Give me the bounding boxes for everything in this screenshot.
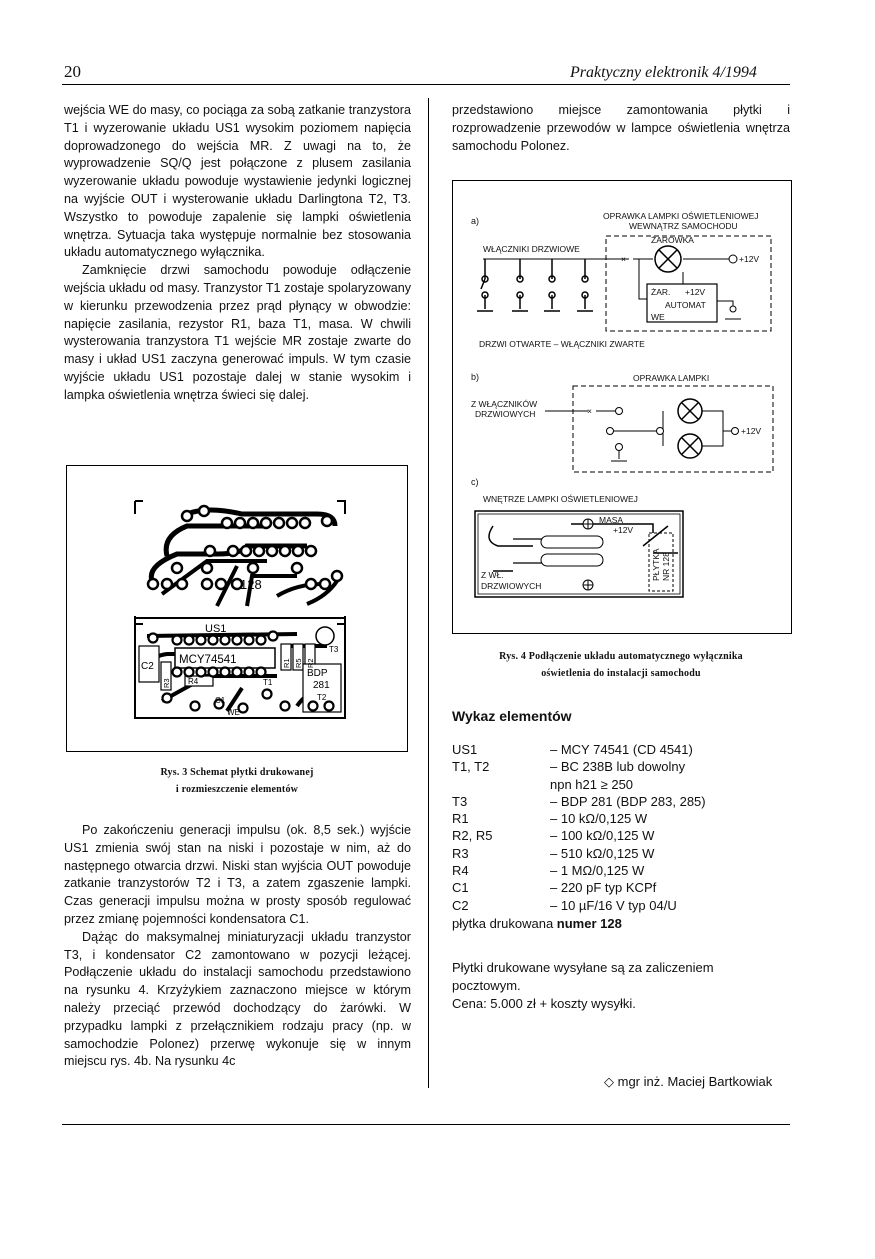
part-ref: US1 (452, 742, 478, 757)
parts-row (452, 777, 706, 794)
ordering-line: Cena: 5.000 zł + koszty wysyłki. (452, 995, 636, 1011)
part-desc: – MCY 74541 (CD 4541) (550, 742, 693, 757)
fig4c-from-l1: Z WŁ. (481, 570, 504, 580)
fig4a-cut-mark: × (621, 254, 626, 264)
automat-plus12: +12V (685, 287, 706, 297)
figure-4-caption (452, 648, 790, 682)
paragraph: wejścia WE do masy, co pociąga za sobą zatkanie tranzystora T1 i wyzerowanie układu US1 wysokim poziomem napięcia doprowadzonego do wejścia MR. Z uwagi na to, że wyprowadzenie SQ/Q jest połączone z plusem zasilania wyzerowanie układu powoduje wystawienie jedynki logicznej na wyjście OUT i wysterowanie układu Darlingtona T2, T3. Wszystko to powoduje zapalenie się lampki oświetlenia wnętrza. Sytuacja taka występuje normalnie bez stosowania układu automatycznego wyłącznika. (64, 103, 411, 260)
ordering-line: Płytki drukowane wysyłane są za zaliczeniem pocztowym. (452, 960, 714, 993)
part-desc: – BC 238B lub dowolny (550, 759, 686, 775)
board-name: numer 128 (556, 915, 622, 931)
fig4c-plytka: PŁYTKA (651, 548, 661, 581)
part-desc: – 10 kΩ/0,125 W (550, 811, 648, 827)
paragraph: Po zakończeniu generacji impulsu (ok. 8,5 sek.) wyjście US1 zmienia swój stan na niski i pozostaje w nim, aż do następnego otwarcia drzwi. Niski stan wyjścia OUT powoduje zatkanie tranzystorów T2 i T3, a zatem zgaszenie lampki. Czas generacji impulsu można w prosty sposób regulować przez zmianę pojemności kondensatora C1. (64, 823, 411, 926)
terminal-icon (616, 444, 623, 451)
part-ref: R3 (452, 845, 469, 861)
fig4c-masa: MASA (599, 515, 624, 525)
parts-row (452, 828, 706, 845)
r5-label: R5 (294, 658, 303, 668)
caption-line: i rozmieszczenie elementów (175, 784, 299, 795)
left-column-bottom (64, 822, 411, 1071)
ordering-info (452, 959, 782, 1012)
lamp-tube (541, 554, 603, 566)
terminal-icon (657, 428, 664, 435)
parts-row (452, 759, 706, 776)
board-line (452, 916, 706, 931)
footer-rule (62, 1124, 790, 1125)
part-desc: – 100 kΩ/0,125 W (550, 828, 655, 844)
parts-row (452, 880, 706, 897)
parts-table (452, 742, 706, 915)
t3-circle (316, 627, 334, 645)
fig4c-nr: NR 128 (661, 552, 671, 581)
parts-list (452, 742, 706, 931)
fig4a-bottom: DRZWI OTWARTE – WŁĄCZNIKI ZWARTE (479, 339, 645, 349)
figure-4-box (452, 180, 792, 634)
ground-terminal (730, 306, 736, 312)
part-desc: npn h21 ≥ 250 (550, 776, 634, 792)
r1-label: R1 (282, 658, 291, 668)
automat-we: WE (651, 312, 665, 322)
part-ref (452, 777, 550, 794)
parts-row (452, 794, 706, 811)
caption-line: Rys. 4 Podłączenie układu automatycznego wyłącznika (499, 651, 743, 662)
terminal-icon (729, 255, 737, 263)
bdp-label: BDP (307, 668, 328, 679)
bdp-281-label: 281 (313, 680, 330, 691)
parts-row (452, 811, 706, 828)
part-desc: – 1 MΩ/0,125 W (550, 863, 645, 879)
fig4b-from-l1: Z WŁĄCZNIKÓW (471, 399, 538, 409)
terminal-icon (732, 428, 739, 435)
automat-zar: ŻAR. (651, 287, 671, 297)
pcb-figure (67, 466, 407, 751)
automat-title: AUTOMAT (665, 300, 706, 310)
fig4b-plus12: +12V (741, 426, 762, 436)
page-number: 20 (64, 62, 81, 81)
board-number-label: 128 (240, 577, 262, 592)
part-ref: R4 (452, 863, 469, 879)
parts-row (452, 742, 706, 759)
part-desc: – BDP 281 (BDP 283, 285) (550, 793, 706, 809)
door-switches (477, 259, 593, 311)
fig4a-label: a) (471, 216, 480, 226)
author: ◇ mgr inż. Maciej Bartkowiak (604, 1074, 773, 1089)
r2-label: R2 (306, 658, 315, 668)
terminal-icon (607, 428, 614, 435)
wiring-diagram (453, 181, 791, 633)
paragraph: Dążąc do maksymalnej miniaturyzacji układu tranzystor T3, i kondensator C2 zamontowano w pozycji leżącej. Podłączenie układu do instalacji samochodu przedstawiono na rysunku 4. Krzyżykiem zaznaczono miejsce w którym należy przeciąć przewód dochodzący do żarówki. W przypadku lampki z przełącznikiem rodzaju pracy (np. w samochodzie Polonez) przerwę wykonuje się w innym miejscu rys. 4b. Na rysunku 4c (64, 929, 411, 1069)
part-ref: T3 (452, 793, 468, 809)
fig4a-plus12: +12V (739, 254, 760, 264)
part-ref: C2 (452, 897, 469, 913)
figure-3-box (66, 465, 408, 752)
part-desc: – 220 pF typ KCPf (550, 880, 657, 896)
fig4c-plus12: +12V (613, 525, 634, 535)
fig4b-label: b) (471, 372, 480, 382)
fig4c-title: WNĘTRZE LAMPKI OŚWIETLENIOWEJ (483, 494, 638, 504)
part-desc: – 510 kΩ/0,125 W (550, 845, 655, 861)
paragraph: Zamknięcie drzwi samochodu powoduje odłączenie wejścia układu od masy. Tranzystor T1 zostaje spolaryzowany w kierunku przewodzenia przez prąd płynący w obwodzie: napięcie zasilania, rezystor R1, baza T1, masa. W chwili wysterowania tranzystora T1 wejście MR zostaje zwarte do masy i układ US1 zaczyna generować impuls. W tym czasie wyjście układu US1 pozostaje dalej w stanie wysokim i lampka oświetlenia wnętrza świeci się dalej. (64, 263, 411, 402)
paragraph: przedstawiono miejsce zamontowania płytki i rozprowadzenie przewodów w lampce oświetlenia wnętrza samochodu Polonez. (452, 103, 790, 153)
part-ref: C1 (452, 880, 469, 896)
parts-row (452, 846, 706, 863)
part-ref: T1, T2 (452, 759, 490, 775)
terminal-icon (616, 408, 623, 415)
left-column-top (64, 102, 411, 405)
c2-label: C2 (141, 661, 154, 672)
t3-label: T3 (329, 645, 339, 654)
chip-label: MCY74541 (179, 654, 237, 666)
parts-row (452, 863, 706, 880)
parts-row (452, 898, 706, 915)
fig4a-housing-l1: OPRAWKA LAMPKI OŚWIETLENIOWEJ (603, 211, 759, 221)
part-ref: R1 (452, 811, 469, 827)
board-prefix: płytka drukowana (452, 915, 557, 931)
parts-heading: Wykaz elementów (452, 708, 572, 724)
right-column-top (452, 102, 790, 155)
t1-label: T1 (263, 678, 273, 687)
r4-label: R4 (188, 677, 199, 686)
r3-label: R3 (162, 678, 171, 688)
c1-label: C1 (215, 696, 226, 705)
fig4c-from-l2: DRZWIOWYCH (481, 581, 542, 591)
fig4a-housing-l2: WEWNĄTRZ SAMOCHODU (629, 221, 738, 231)
fig4a-switches: WŁĄCZNIKI DRZWIOWE (483, 244, 580, 254)
fig4c-label: c) (471, 477, 479, 487)
fig4b-cut-mark: × (587, 406, 592, 416)
column-divider (428, 98, 429, 1088)
us1-label: US1 (205, 623, 227, 635)
we-label: WE (227, 708, 240, 717)
fig4b-housing: OPRAWKA LAMPKI (633, 373, 710, 383)
journal-title: Praktyczny elektronik 4/1994 (570, 64, 757, 81)
caption-line: Rys. 3 Schemat płytki drukowanej (160, 767, 314, 778)
caption-line: oświetlenia do instalacji samochodu (541, 668, 701, 679)
lamp-tube (541, 536, 603, 548)
fig4b-from-l2: DRZWIOWYCH (475, 409, 536, 419)
part-desc: – 10 µF/16 V typ 04/U (550, 897, 677, 913)
part-ref: R2, R5 (452, 828, 493, 844)
figure-3-caption (66, 764, 408, 798)
fig4a-bulb: ŻARÓWKA (651, 235, 694, 245)
header-rule (62, 84, 790, 85)
t2-label: T2 (317, 693, 327, 702)
